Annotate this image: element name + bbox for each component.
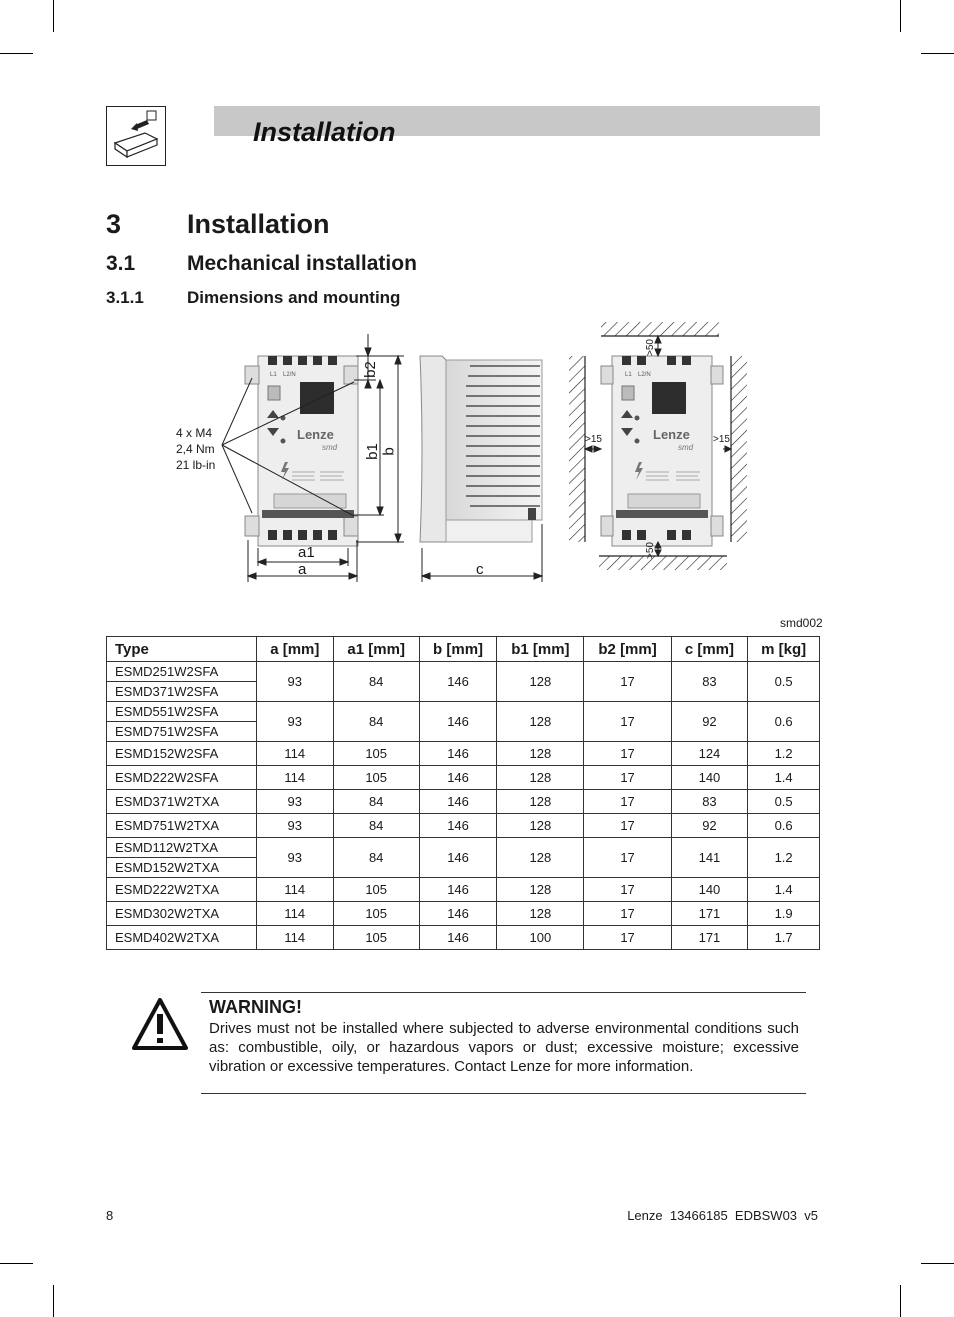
dimension-drawing	[0, 0, 954, 620]
warning-bottom-rule	[201, 1093, 806, 1094]
col-c: c [mm]	[671, 637, 748, 662]
value-cell: 17	[584, 790, 671, 814]
figure-reference: smd002	[780, 616, 823, 630]
dim-label-b2: b2	[361, 361, 379, 378]
svg-text:L1: L1	[625, 372, 632, 378]
value-cell: 128	[497, 742, 584, 766]
value-cell: 1.2	[748, 742, 820, 766]
type-cell: ESMD751W2SFA	[107, 722, 257, 742]
type-cell: ESMD551W2SFA	[107, 702, 257, 722]
value-cell: 0.6	[748, 814, 820, 838]
value-cell: 93	[257, 790, 334, 814]
value-cell: 128	[497, 662, 584, 702]
value-cell: 146	[419, 702, 497, 742]
value-cell: 124	[671, 742, 748, 766]
value-cell: 0.6	[748, 702, 820, 742]
value-cell: 171	[671, 902, 748, 926]
type-cell: ESMD222W2TXA	[107, 878, 257, 902]
type-cell: ESMD371W2TXA	[107, 790, 257, 814]
screw-spec-torque-lbin: 21 lb-in	[176, 458, 216, 472]
value-cell: 128	[497, 766, 584, 790]
value-cell: 146	[419, 814, 497, 838]
value-cell: 114	[257, 926, 334, 950]
value-cell: 92	[671, 814, 748, 838]
value-cell: 93	[257, 662, 334, 702]
crop-mark	[53, 1285, 54, 1317]
svg-text:L2/N: L2/N	[638, 372, 651, 378]
subsection-title: Mechanical installation	[187, 252, 417, 275]
subsubsection-title: Dimensions and mounting	[187, 288, 401, 307]
value-cell: 93	[257, 702, 334, 742]
value-cell: 105	[333, 742, 419, 766]
value-cell: 146	[419, 926, 497, 950]
section-number: 3	[106, 209, 122, 239]
value-cell: 84	[333, 702, 419, 742]
clearance-bottom: >50	[644, 542, 656, 559]
dim-label-b1: b1	[363, 443, 381, 460]
table-row	[107, 662, 820, 682]
value-cell: 1.7	[748, 926, 820, 950]
value-cell: 93	[257, 814, 334, 838]
value-cell: 141	[671, 838, 748, 878]
col-b1: b1 [mm]	[497, 637, 584, 662]
table-row	[107, 838, 820, 858]
clearance-brand: Lenze	[653, 427, 690, 442]
table-row	[107, 702, 820, 722]
value-cell: 17	[584, 742, 671, 766]
value-cell: 17	[584, 702, 671, 742]
value-cell: 17	[584, 926, 671, 950]
table-row	[107, 742, 820, 766]
value-cell: 17	[584, 902, 671, 926]
dim-label-a1: a1	[298, 544, 315, 561]
value-cell: 171	[671, 926, 748, 950]
value-cell: 17	[584, 814, 671, 838]
value-cell: 114	[257, 878, 334, 902]
value-cell: 146	[419, 902, 497, 926]
type-cell: ESMD302W2TXA	[107, 902, 257, 926]
type-cell: ESMD152W2SFA	[107, 742, 257, 766]
subsection-number: 3.1	[106, 252, 136, 275]
value-cell: 146	[419, 878, 497, 902]
value-cell: 1.9	[748, 902, 820, 926]
value-cell: 128	[497, 790, 584, 814]
crop-mark	[0, 1263, 33, 1264]
table-row	[107, 902, 820, 926]
value-cell: 105	[333, 902, 419, 926]
value-cell: 17	[584, 878, 671, 902]
front-brand: Lenze	[297, 427, 334, 442]
warning-title: WARNING!	[209, 997, 302, 1017]
section-title: Installation	[187, 209, 330, 239]
page-number: 8	[106, 1208, 114, 1223]
clearance-left: >15	[585, 434, 602, 445]
screw-spec-size: 4 x M4	[176, 426, 213, 440]
value-cell: 83	[671, 662, 748, 702]
col-type: Type	[107, 637, 257, 662]
value-cell: 146	[419, 742, 497, 766]
value-cell: 1.2	[748, 838, 820, 878]
screw-spec-torque-nm: 2,4 Nm	[176, 442, 215, 456]
value-cell: 128	[497, 702, 584, 742]
table-row	[107, 814, 820, 838]
dim-label-b: b	[380, 447, 398, 456]
value-cell: 114	[257, 742, 334, 766]
doc-reference: Lenze 13466185 EDBSW03 v5	[627, 1208, 818, 1223]
value-cell: 128	[497, 878, 584, 902]
value-cell: 105	[333, 766, 419, 790]
table-row	[107, 766, 820, 790]
table-row	[107, 790, 820, 814]
dim-label-c: c	[476, 561, 484, 578]
value-cell: 128	[497, 814, 584, 838]
type-cell: ESMD112W2TXA	[107, 838, 257, 858]
type-cell: ESMD371W2SFA	[107, 682, 257, 702]
value-cell: 114	[257, 766, 334, 790]
warning-triangle-icon	[130, 996, 190, 1054]
svg-text:L1: L1	[270, 372, 277, 378]
value-cell: 83	[671, 790, 748, 814]
value-cell: 128	[497, 838, 584, 878]
value-cell: 0.5	[748, 662, 820, 702]
type-cell: ESMD222W2SFA	[107, 766, 257, 790]
value-cell: 146	[419, 662, 497, 702]
value-cell: 140	[671, 878, 748, 902]
value-cell: 0.5	[748, 790, 820, 814]
side-view-drive	[420, 356, 542, 542]
svg-text:L2/N: L2/N	[283, 372, 296, 378]
table-row	[107, 926, 820, 950]
dim-label-a: a	[298, 561, 307, 578]
value-cell: 17	[584, 838, 671, 878]
crop-mark	[900, 1285, 901, 1317]
clearance-model: smd	[678, 443, 694, 452]
crop-mark	[921, 1263, 954, 1264]
type-cell: ESMD751W2TXA	[107, 814, 257, 838]
clearance-right: >15	[713, 434, 730, 445]
col-b2: b2 [mm]	[584, 637, 671, 662]
value-cell: 114	[257, 902, 334, 926]
value-cell: 84	[333, 838, 419, 878]
col-a: a [mm]	[257, 637, 334, 662]
type-cell: ESMD152W2TXA	[107, 858, 257, 878]
value-cell: 140	[671, 766, 748, 790]
running-header-title: Installation	[253, 117, 396, 147]
front-model: smd	[322, 443, 338, 452]
value-cell: 128	[497, 902, 584, 926]
type-cell: ESMD402W2TXA	[107, 926, 257, 950]
dimensions-table	[106, 636, 820, 950]
type-cell: ESMD251W2SFA	[107, 662, 257, 682]
value-cell: 17	[584, 766, 671, 790]
subsubsection-number: 3.1.1	[106, 288, 144, 307]
value-cell: 105	[333, 878, 419, 902]
value-cell: 84	[333, 814, 419, 838]
value-cell: 100	[497, 926, 584, 950]
front-view-drive	[245, 356, 358, 546]
clearance-top: >50	[644, 339, 656, 356]
clearance-view	[569, 322, 747, 570]
screw-spec	[176, 425, 215, 473]
value-cell: 105	[333, 926, 419, 950]
value-cell: 146	[419, 790, 497, 814]
warning-top-rule	[201, 992, 806, 993]
value-cell: 93	[257, 838, 334, 878]
value-cell: 1.4	[748, 878, 820, 902]
col-a1: a1 [mm]	[333, 637, 419, 662]
table-header-row	[107, 637, 820, 662]
value-cell: 17	[584, 662, 671, 702]
col-b: b [mm]	[419, 637, 497, 662]
warning-text: Drives must not be installed where subjected to adverse environmental conditions such as: combustible, oily, or hazardous vapors or dust; excessive moisture; excessive vibration or excessive temperatures. Contact Lenze for more information.	[209, 1020, 799, 1075]
value-cell: 92	[671, 702, 748, 742]
col-m: m [kg]	[748, 637, 820, 662]
value-cell: 1.4	[748, 766, 820, 790]
value-cell: 146	[419, 838, 497, 878]
table-row	[107, 878, 820, 902]
value-cell: 146	[419, 766, 497, 790]
value-cell: 84	[333, 662, 419, 702]
value-cell: 84	[333, 790, 419, 814]
